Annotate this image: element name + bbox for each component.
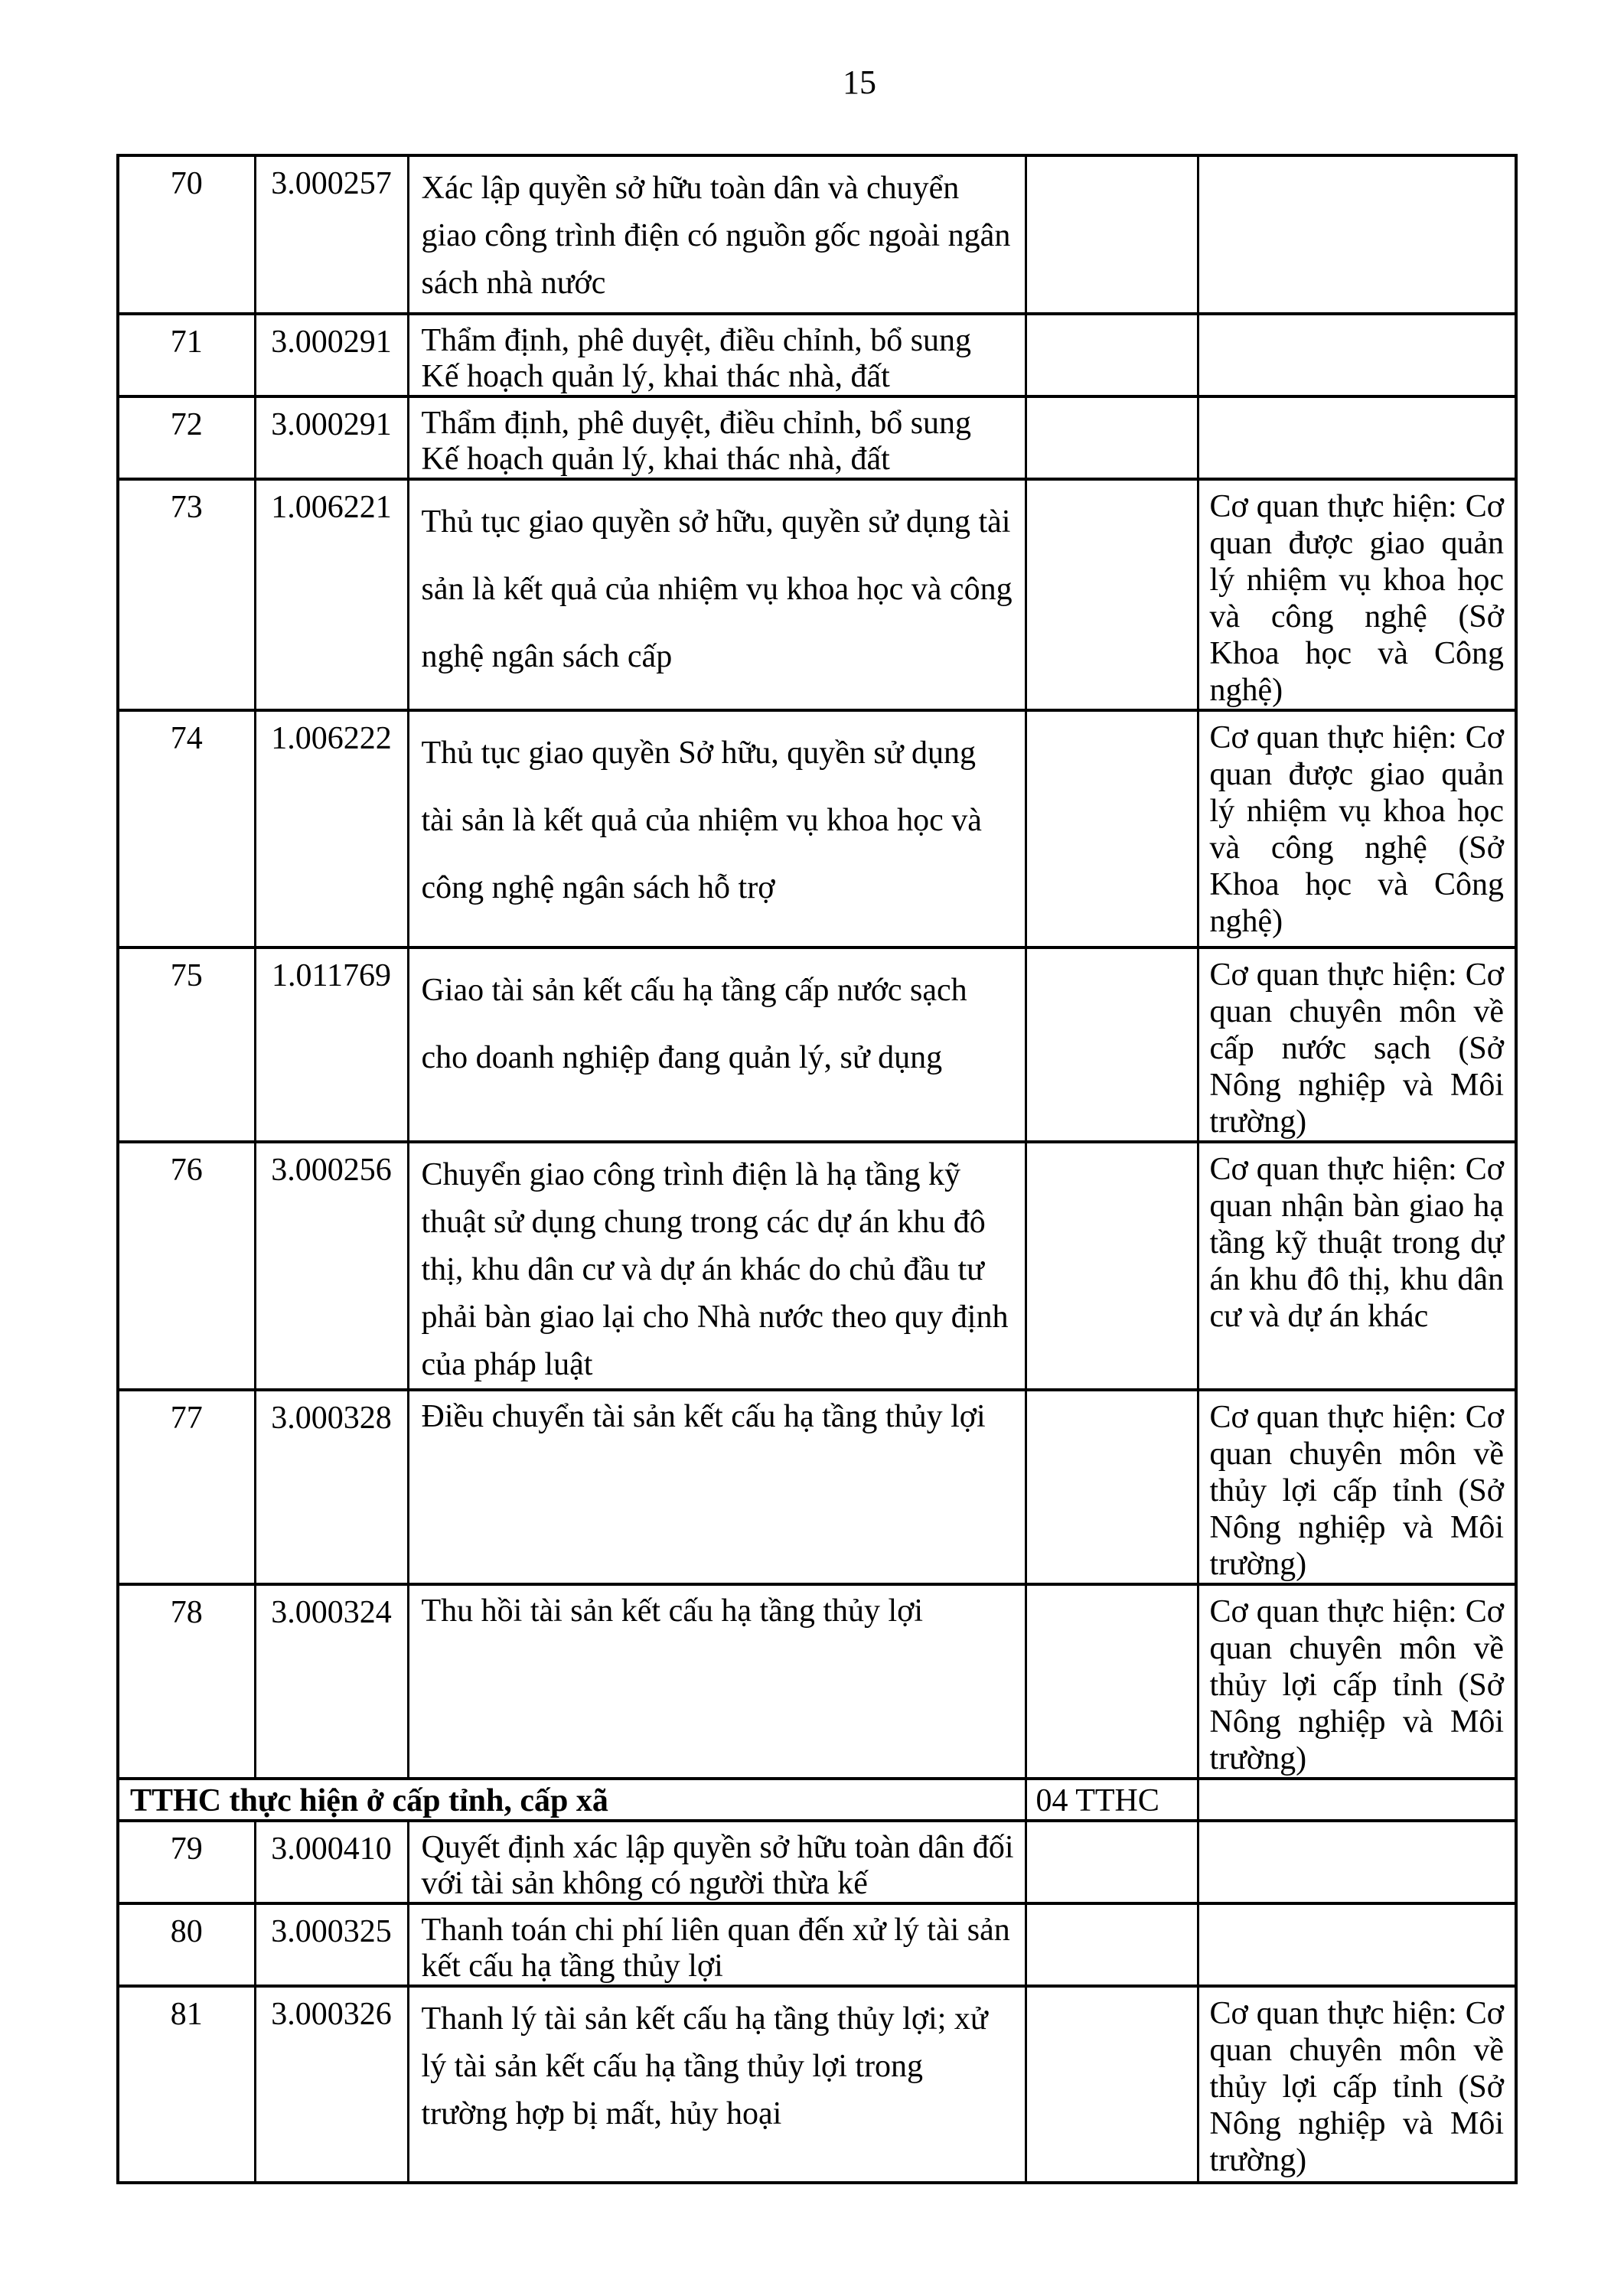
stt-cell: 77	[118, 1390, 255, 1584]
table-row	[118, 314, 1516, 396]
table-row	[118, 479, 1516, 710]
procedures-table-body	[118, 155, 1516, 2183]
page-number: 15	[843, 64, 876, 101]
count-cell	[1026, 1903, 1198, 1986]
code-cell: 3.000410	[255, 1821, 408, 1903]
table-row	[118, 1986, 1516, 2183]
section-count: 04 TTHC	[1026, 1779, 1198, 1821]
code-cell: 3.000324	[255, 1584, 408, 1779]
table-row	[118, 396, 1516, 479]
code-cell: 1.006221	[255, 479, 408, 710]
code-cell: 3.000256	[255, 1142, 408, 1390]
procedure-name-cell: Chuyển giao công trình điện là hạ tầng kỹ thuật sử dụng chung trong các dự án khu đô thị, khu dân cư và dự án khác do chủ đầu tư phải bàn giao lại cho Nhà nước theo quy định của pháp luật	[408, 1142, 1026, 1390]
code-cell: 3.000326	[255, 1986, 408, 2183]
count-cell	[1026, 479, 1198, 710]
procedure-name-cell: Thủ tục giao quyền sở hữu, quyền sử dụng tài sản là kết quả của nhiệm vụ khoa học và công nghệ ngân sách cấp	[408, 479, 1026, 710]
note-cell: Cơ quan thực hiện: Cơ quan được giao quản lý nhiệm vụ khoa học và công nghệ (Sở Khoa học và Công nghệ)	[1198, 479, 1516, 710]
table-row	[118, 1584, 1516, 1779]
procedure-name-cell: Xác lập quyền sở hữu toàn dân và chuyển giao công trình điện có nguồn gốc ngoài ngân sách nhà nước	[408, 155, 1026, 314]
table-row	[118, 1903, 1516, 1986]
stt-cell: 78	[118, 1584, 255, 1779]
count-cell	[1026, 1390, 1198, 1584]
code-cell: 3.000328	[255, 1390, 408, 1584]
stt-cell: 71	[118, 314, 255, 396]
note-cell: Cơ quan thực hiện: Cơ quan chuyên môn về thủy lợi cấp tỉnh (Sở Nông nghiệp và Môi trường)	[1198, 1390, 1516, 1584]
count-cell	[1026, 155, 1198, 314]
code-cell: 1.006222	[255, 710, 408, 947]
count-cell	[1026, 1142, 1198, 1390]
table-row	[118, 710, 1516, 947]
note-cell: Cơ quan thực hiện: Cơ quan chuyên môn về cấp nước sạch (Sở Nông nghiệp và Môi trường)	[1198, 947, 1516, 1142]
procedures-table	[116, 154, 1518, 2184]
count-cell	[1026, 1986, 1198, 2183]
count-cell	[1026, 396, 1198, 479]
code-cell: 1.011769	[255, 947, 408, 1142]
stt-cell: 70	[118, 155, 255, 314]
note-cell	[1198, 1903, 1516, 1986]
count-cell	[1026, 1821, 1198, 1903]
note-cell	[1198, 1779, 1516, 1821]
section-header-row	[118, 1779, 1516, 1821]
procedure-name-cell: Thu hồi tài sản kết cấu hạ tầng thủy lợi	[408, 1584, 1026, 1779]
table-row	[118, 155, 1516, 314]
code-cell: 3.000291	[255, 396, 408, 479]
code-cell: 3.000325	[255, 1903, 408, 1986]
table-row	[118, 1390, 1516, 1584]
code-cell: 3.000291	[255, 314, 408, 396]
procedure-name-cell: Thanh toán chi phí liên quan đến xử lý tài sản kết cấu hạ tầng thủy lợi	[408, 1903, 1026, 1986]
count-cell	[1026, 947, 1198, 1142]
stt-cell: 73	[118, 479, 255, 710]
count-cell	[1026, 710, 1198, 947]
table-row	[118, 1821, 1516, 1903]
procedure-name-cell: Thẩm định, phê duyệt, điều chỉnh, bổ sung Kế hoạch quản lý, khai thác nhà, đất	[408, 314, 1026, 396]
note-cell: Cơ quan thực hiện: Cơ quan nhận bàn giao hạ tầng kỹ thuật trong dự án khu đô thị, khu dân cư và dự án khác	[1198, 1142, 1516, 1390]
note-cell: Cơ quan thực hiện: Cơ quan chuyên môn về thủy lợi cấp tỉnh (Sở Nông nghiệp và Môi trường)	[1198, 1986, 1516, 2183]
table-row	[118, 1142, 1516, 1390]
count-cell	[1026, 1584, 1198, 1779]
procedure-name-cell: Thẩm định, phê duyệt, điều chỉnh, bổ sung Kế hoạch quản lý, khai thác nhà, đất	[408, 396, 1026, 479]
stt-cell: 72	[118, 396, 255, 479]
procedure-name-cell: Quyết định xác lập quyền sở hữu toàn dân đối với tài sản không có người thừa kế	[408, 1821, 1026, 1903]
section-title: TTHC thực hiện ở cấp tỉnh, cấp xã	[118, 1779, 1026, 1821]
stt-cell: 74	[118, 710, 255, 947]
table-row	[118, 947, 1516, 1142]
procedure-name-cell: Thủ tục giao quyền Sở hữu, quyền sử dụng tài sản là kết quả của nhiệm vụ khoa học và công nghệ ngân sách hỗ trợ	[408, 710, 1026, 947]
count-cell	[1026, 314, 1198, 396]
note-cell: Cơ quan thực hiện: Cơ quan được giao quản lý nhiệm vụ khoa học và công nghệ (Sở Khoa học và Công nghệ)	[1198, 710, 1516, 947]
procedure-name-cell: Điều chuyển tài sản kết cấu hạ tầng thủy lợi	[408, 1390, 1026, 1584]
procedure-name-cell: Giao tài sản kết cấu hạ tầng cấp nước sạch cho doanh nghiệp đang quản lý, sử dụng	[408, 947, 1026, 1142]
note-cell	[1198, 1821, 1516, 1903]
procedure-name-cell: Thanh lý tài sản kết cấu hạ tầng thủy lợi; xử lý tài sản kết cấu hạ tầng thủy lợi trong trường hợp bị mất, hủy hoại	[408, 1986, 1026, 2183]
code-cell: 3.000257	[255, 155, 408, 314]
stt-cell: 81	[118, 1986, 255, 2183]
stt-cell: 75	[118, 947, 255, 1142]
stt-cell: 80	[118, 1903, 255, 1986]
note-cell	[1198, 396, 1516, 479]
note-cell	[1198, 314, 1516, 396]
note-cell	[1198, 155, 1516, 314]
stt-cell: 76	[118, 1142, 255, 1390]
stt-cell: 79	[118, 1821, 255, 1903]
note-cell: Cơ quan thực hiện: Cơ quan chuyên môn về thủy lợi cấp tỉnh (Sở Nông nghiệp và Môi trường)	[1198, 1584, 1516, 1779]
